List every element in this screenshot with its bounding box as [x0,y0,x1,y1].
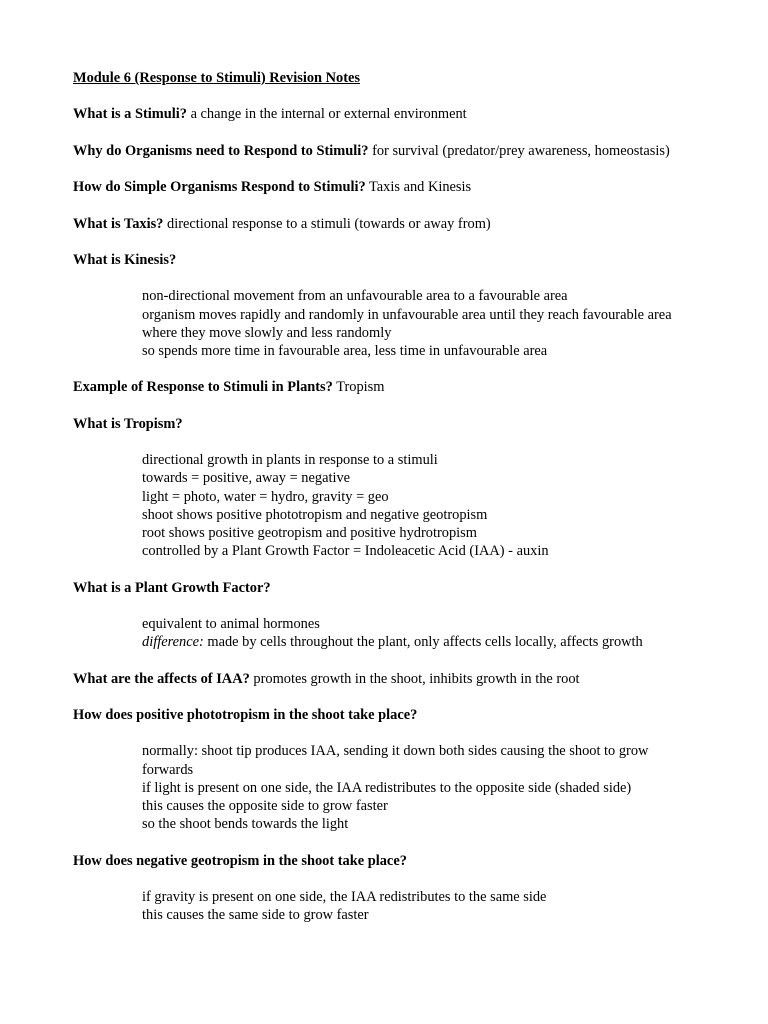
question: What is Kinesis? [73,251,177,268]
list-item: if light is present on one side, the IAA redistributes to the opposite side (shaded side) [142,779,632,796]
answer: for survival (predator/prey awareness, homeostasis) [372,142,670,159]
page-title: Module 6 (Response to Stimuli) Revision Notes [73,70,361,86]
question: What is Taxis? [73,215,164,232]
difference-label: difference: [142,634,204,651]
answer: Tropism [336,379,385,396]
question: How does negative geotropism in the shoot take place? [73,852,407,869]
geotropism-points [142,888,702,924]
list-item: if gravity is present on one side, the IAA redistributes to the same side [142,888,547,905]
list-item: normally: shoot tip produces IAA, sending it down both sides causing the shoot to grow forwards [142,743,649,778]
difference-text: made by cells throughout the plant, only affects cells locally, affects growth [207,634,643,651]
list-item: shoot shows positive phototropism and negative geotropism [142,506,488,523]
section-kinesis [73,251,693,269]
list-item: towards = positive, away = negative [142,470,351,487]
question: What are the affects of IAA? [73,670,250,687]
question: What is a Stimuli? [73,106,187,123]
list-item: directional growth in plants in response to a stimuli [142,452,438,469]
list-item: this causes the same side to grow faster [142,907,369,924]
question: How does positive phototropism in the shoot take place? [73,706,418,723]
list-item: controlled by a Plant Growth Factor = Indoleacetic Acid (IAA) - auxin [142,543,549,560]
tropism-points [142,451,702,560]
section-growth-factor [73,579,693,597]
list-item: organism moves rapidly and randomly in unfavourable area until they reach favourable area where they move slowly and less randomly [142,306,672,341]
answer: Taxis and Kinesis [369,179,472,196]
section-geotropism [73,852,693,870]
question: Why do Organisms need to Respond to Stimuli? [73,142,369,159]
section-taxis [73,215,693,233]
question: What is a Plant Growth Factor? [73,579,271,596]
list-item: non-directional movement from an unfavourable area to a favourable area [142,288,568,305]
section-stimuli [73,105,693,123]
phototropism-points [142,742,702,833]
answer: directional response to a stimuli (towards or away from) [167,215,491,232]
list-item: so the shoot bends towards the light [142,816,349,833]
list-item: so spends more time in favourable area, less time in unfavourable area [142,342,548,359]
growth-factor-points [142,615,702,651]
list-item: light = photo, water = hydro, gravity = geo [142,488,389,505]
section-simple-organisms [73,178,693,196]
question: What is Tropism? [73,415,183,432]
answer: a change in the internal or external environment [190,106,467,123]
question: How do Simple Organisms Respond to Stimuli? [73,179,366,196]
list-item: root shows positive geotropism and positive hydrotropism [142,524,477,541]
list-item [142,633,702,651]
list-item: equivalent to animal hormones [142,615,320,632]
answer: promotes growth in the shoot, inhibits growth in the root [253,670,580,687]
document-page [73,69,693,924]
section-tropism [73,415,693,433]
question: Example of Response to Stimuli in Plants? [73,379,333,396]
section-plant-example [73,378,693,396]
section-phototropism [73,706,693,724]
section-iaa-effects [73,670,693,688]
kinesis-points [142,287,702,360]
list-item: this causes the opposite side to grow faster [142,797,388,814]
section-why-respond [73,142,693,160]
